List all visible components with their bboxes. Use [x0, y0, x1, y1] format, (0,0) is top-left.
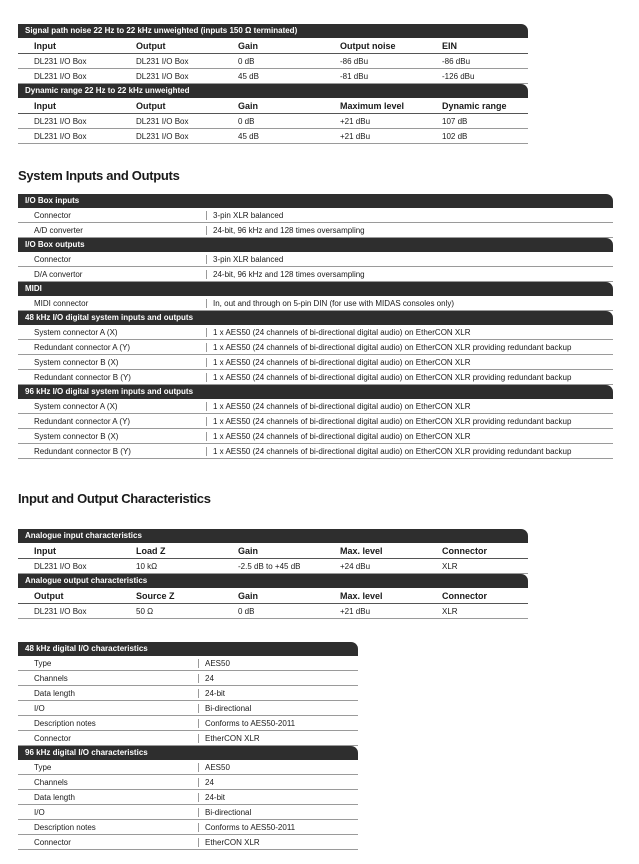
table-cell: 0 dB — [238, 56, 255, 66]
row-value: 1 x AES50 (24 channels of bi-directional digital audio) on EtherCON XLR — [206, 432, 613, 441]
row-value: 1 x AES50 (24 channels of bi-directional digital audio) on EtherCON XLR providing redundant backup — [206, 343, 613, 352]
column-header: Gain — [238, 40, 259, 51]
table-title: 48 kHz digital I/O characteristics — [18, 642, 358, 656]
column-header: Output noise — [340, 40, 396, 51]
analogue-characteristics-table — [18, 529, 528, 619]
row-label: System connector A (X) — [34, 401, 118, 411]
row-label: Description notes — [34, 822, 96, 832]
table-cell: DL231 I/O Box — [34, 56, 87, 66]
group-title: I/O Box inputs — [18, 194, 613, 208]
row-value: AES50 — [198, 659, 358, 668]
row-label: Type — [34, 658, 52, 668]
group-title: 48 kHz I/O digital system inputs and outputs — [18, 311, 613, 325]
column-header: Input — [34, 100, 56, 111]
table-cell: DL231 I/O Box — [136, 116, 189, 126]
table-cell: 102 dB — [442, 131, 468, 141]
digital-io-table — [18, 642, 358, 850]
column-header: Source Z — [136, 590, 175, 601]
table-row — [18, 129, 528, 144]
table-cell: DL231 I/O Box — [136, 56, 189, 66]
column-header: Gain — [238, 545, 259, 556]
table-row — [18, 296, 613, 311]
table-cell: DL231 I/O Box — [34, 131, 87, 141]
row-value: 3-pin XLR balanced — [206, 211, 613, 220]
row-label: A/D converter — [34, 225, 83, 235]
row-value: 3-pin XLR balanced — [206, 255, 613, 264]
table-row — [18, 760, 358, 775]
column-header: Connector — [442, 545, 487, 556]
table-cell: 10 kΩ — [136, 561, 158, 571]
row-value: 1 x AES50 (24 channels of bi-directional digital audio) on EtherCON XLR — [206, 328, 613, 337]
table-cell: DL231 I/O Box — [34, 71, 87, 81]
table-cell: DL231 I/O Box — [34, 116, 87, 126]
table-title: Analogue output characteristics — [18, 574, 528, 588]
table-row — [18, 208, 613, 223]
table-row — [18, 444, 613, 459]
table-row — [18, 325, 613, 340]
row-value: Bi-directional — [198, 704, 358, 713]
table-row — [18, 252, 613, 267]
table-cell: DL231 I/O Box — [136, 131, 189, 141]
table-row — [18, 370, 613, 385]
row-label: Description notes — [34, 718, 96, 728]
row-label: Redundant connector B (Y) — [34, 372, 131, 382]
section-heading: Input and Output Characteristics — [18, 491, 211, 506]
column-header: Output — [136, 100, 166, 111]
section-heading: System Inputs and Outputs — [18, 168, 180, 183]
row-value: 24 — [198, 674, 358, 683]
row-label: Redundant connector A (Y) — [34, 416, 131, 426]
row-label: Channels — [34, 777, 68, 787]
table-row — [18, 223, 613, 238]
row-value: 24-bit, 96 kHz and 128 times oversampling — [206, 226, 613, 235]
table-row — [18, 835, 358, 850]
table-header-row — [18, 38, 528, 54]
column-header: Load Z — [136, 545, 166, 556]
row-label: D/A convertor — [34, 269, 83, 279]
table-cell: -126 dBu — [442, 71, 475, 81]
column-header: Max. level — [340, 545, 383, 556]
table-row — [18, 267, 613, 282]
row-label: Connector — [34, 254, 71, 264]
column-header: Gain — [238, 590, 259, 601]
group-title: I/O Box outputs — [18, 238, 613, 252]
table-header-row — [18, 98, 528, 114]
row-label: System connector A (X) — [34, 327, 118, 337]
column-header: Gain — [238, 100, 259, 111]
table-header-row — [18, 588, 528, 604]
row-label: I/O — [34, 703, 45, 713]
row-value: 1 x AES50 (24 channels of bi-directional digital audio) on EtherCON XLR providing redundant backup — [206, 417, 613, 426]
table-cell: -86 dBu — [340, 56, 369, 66]
column-header: Input — [34, 545, 56, 556]
column-header: Output — [136, 40, 166, 51]
row-value: AES50 — [198, 763, 358, 772]
row-label: Redundant connector B (Y) — [34, 446, 131, 456]
table-cell: XLR — [442, 606, 458, 616]
column-header: Dynamic range — [442, 100, 507, 111]
row-label: System connector B (X) — [34, 357, 119, 367]
table-cell: +21 dBu — [340, 131, 371, 141]
row-value: 1 x AES50 (24 channels of bi-directional digital audio) on EtherCON XLR — [206, 358, 613, 367]
row-value: Conforms to AES50-2011 — [198, 719, 358, 728]
row-value: In, out and through on 5-pin DIN (for use with MIDAS consoles only) — [206, 299, 613, 308]
table-cell: XLR — [442, 561, 458, 571]
row-label: System connector B (X) — [34, 431, 119, 441]
table-row — [18, 671, 358, 686]
table-cell: +24 dBu — [340, 561, 371, 571]
table-row — [18, 69, 528, 84]
group-title: MIDI — [18, 282, 613, 296]
row-value: EtherCON XLR — [198, 838, 358, 847]
table-cell: DL231 I/O Box — [34, 606, 87, 616]
table-title: 96 kHz digital I/O characteristics — [18, 746, 358, 760]
column-header: EIN — [442, 40, 458, 51]
table-row — [18, 559, 528, 574]
table-row — [18, 701, 358, 716]
table-row — [18, 790, 358, 805]
table-row — [18, 820, 358, 835]
row-label: I/O — [34, 807, 45, 817]
table-row — [18, 340, 613, 355]
table-title: Signal path noise 22 Hz to 22 kHz unweighted (inputs 150 Ω terminated) — [18, 24, 528, 38]
table-cell: -2.5 dB to +45 dB — [238, 561, 301, 571]
table-row — [18, 731, 358, 746]
table-row — [18, 114, 528, 129]
table-cell: +21 dBu — [340, 606, 371, 616]
table-cell: 0 dB — [238, 606, 255, 616]
row-label: MIDI connector — [34, 298, 89, 308]
row-label: Redundant connector A (Y) — [34, 342, 131, 352]
table-cell: -81 dBu — [340, 71, 369, 81]
signal-noise-table — [18, 24, 528, 144]
column-header: Connector — [442, 590, 487, 601]
row-value: 24-bit — [198, 793, 358, 802]
table-cell: 45 dB — [238, 71, 259, 81]
row-value: 24-bit — [198, 689, 358, 698]
row-label: Connector — [34, 733, 71, 743]
table-row — [18, 604, 528, 619]
row-value: 24-bit, 96 kHz and 128 times oversampling — [206, 270, 613, 279]
table-cell: 50 Ω — [136, 606, 154, 616]
table-row — [18, 414, 613, 429]
table-row — [18, 686, 358, 701]
row-value: EtherCON XLR — [198, 734, 358, 743]
column-header: Max. level — [340, 590, 383, 601]
table-row — [18, 716, 358, 731]
table-cell: +21 dBu — [340, 116, 371, 126]
row-value: 24 — [198, 778, 358, 787]
table-row — [18, 805, 358, 820]
table-cell: 45 dB — [238, 131, 259, 141]
table-title: Analogue input characteristics — [18, 529, 528, 543]
row-value: Conforms to AES50-2011 — [198, 823, 358, 832]
row-value: 1 x AES50 (24 channels of bi-directional digital audio) on EtherCON XLR providing redundant backup — [206, 373, 613, 382]
table-cell: DL231 I/O Box — [136, 71, 189, 81]
row-label: Data length — [34, 688, 75, 698]
column-header: Maximum level — [340, 100, 405, 111]
row-label: Channels — [34, 673, 68, 683]
table-row — [18, 656, 358, 671]
system-io-table — [18, 194, 613, 459]
table-cell: 107 dB — [442, 116, 468, 126]
table-row — [18, 775, 358, 790]
table-cell: DL231 I/O Box — [34, 561, 87, 571]
table-cell: -86 dBu — [442, 56, 471, 66]
column-header: Output — [34, 590, 64, 601]
table-title: Dynamic range 22 Hz to 22 kHz unweighted — [18, 84, 528, 98]
group-title: 96 kHz I/O digital system inputs and outputs — [18, 385, 613, 399]
table-header-row — [18, 543, 528, 559]
table-row — [18, 355, 613, 370]
row-value: 1 x AES50 (24 channels of bi-directional digital audio) on EtherCON XLR providing redundant backup — [206, 447, 613, 456]
row-value: 1 x AES50 (24 channels of bi-directional digital audio) on EtherCON XLR — [206, 402, 613, 411]
table-row — [18, 429, 613, 444]
row-label: Data length — [34, 792, 75, 802]
row-label: Type — [34, 762, 52, 772]
column-header: Input — [34, 40, 56, 51]
table-row — [18, 54, 528, 69]
table-cell: 0 dB — [238, 116, 255, 126]
row-label: Connector — [34, 837, 71, 847]
table-row — [18, 399, 613, 414]
row-label: Connector — [34, 210, 71, 220]
row-value: Bi-directional — [198, 808, 358, 817]
